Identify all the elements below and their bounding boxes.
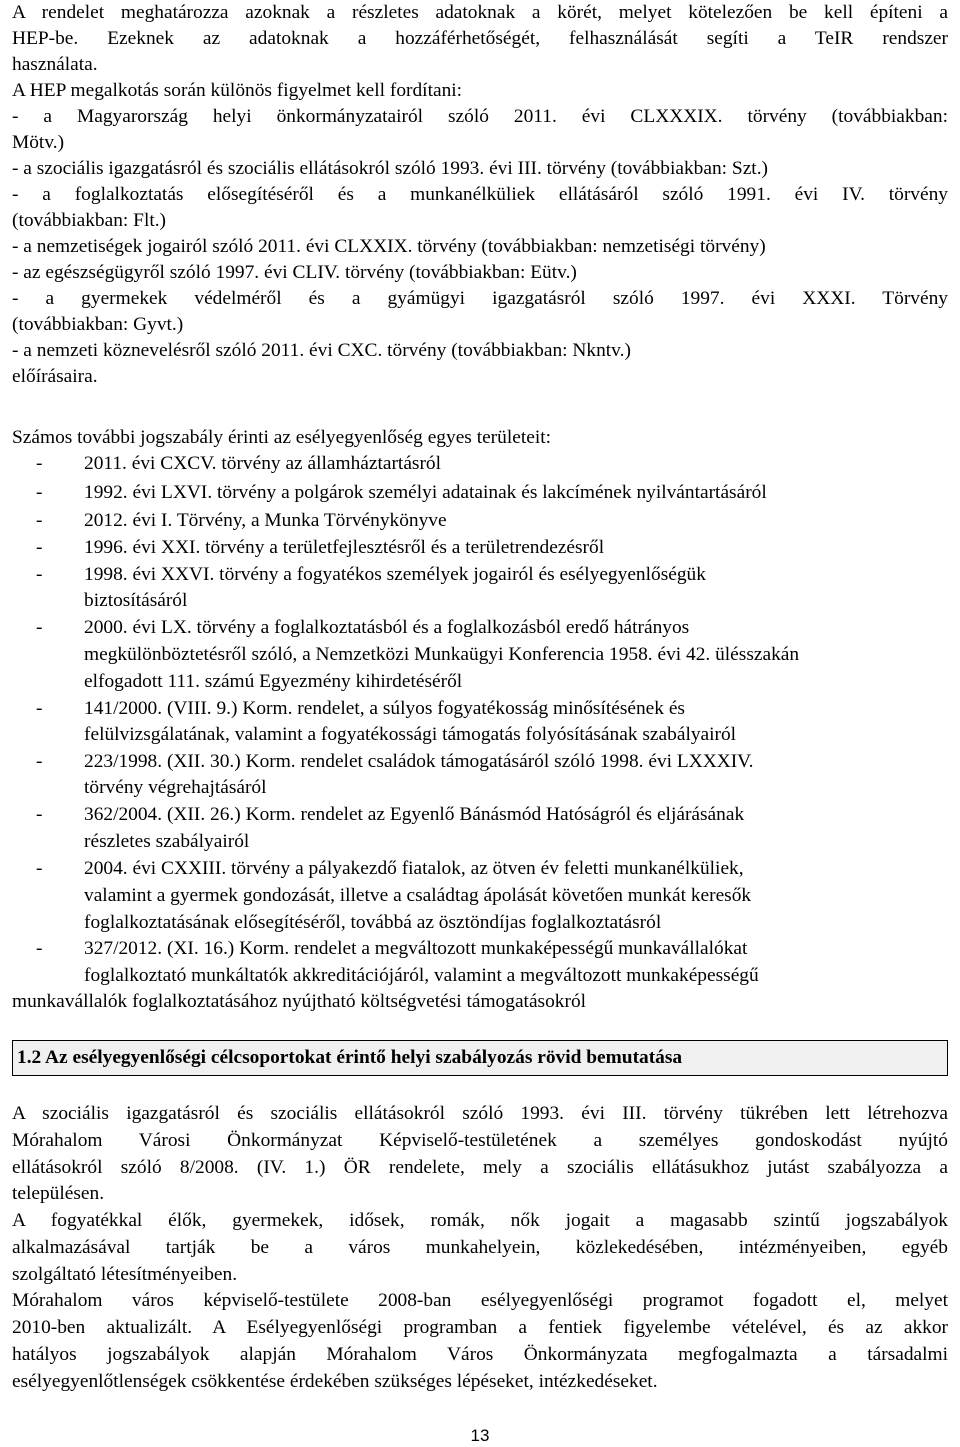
list-item-text: 362/2004. (XII. 26.) Korm. rendelet az Egyenlő Bánásmód Hatóságról és eljárásának xyxy=(84,804,745,825)
intro-line: - a szociális igazgatásról és szociális ellátásokról szóló 1993. évi III. törvény (továbbiakban: Szt.) xyxy=(12,158,768,179)
list-dash: - xyxy=(36,564,43,585)
intro-line: használata. xyxy=(12,54,98,75)
intro-line: - a foglalkoztatás elősegítéséről és a munkanélküliek ellátásáról szóló 1991. évi IV. törvény xyxy=(12,184,948,205)
intro-line: Mötv.) xyxy=(12,132,65,153)
intro-line: - az egészségügyről szóló 1997. évi CLIV. törvény (továbbiakban: Eütv.) xyxy=(12,262,577,283)
body-line: Mórahalom város képviselő-testülete 2008-ban esélyegyenlőségi programot fogadott el, melyet xyxy=(12,1290,948,1311)
body-line: A fogyatékkal élők, gyermekek, idősek, romák, nők jogait a magasabb szintű jogszabályok xyxy=(12,1210,948,1231)
list-item-text: 1998. évi XXVI. törvény a fogyatékos személyek jogairól és esélyegyenlőségük xyxy=(84,564,706,585)
list-item-text: felülvizsgálatának, valamint a fogyatékossági támogatás folyósításának szabályairól xyxy=(84,724,737,745)
intro-line: (továbbiakban: Gyvt.) xyxy=(12,314,184,335)
intro-line: előírásaira. xyxy=(12,366,98,387)
list-tail: munkavállalók foglalkoztatásához nyújtható költségvetési támogatásokról xyxy=(12,991,587,1012)
list-item-text: megkülönböztetésről szóló, a Nemzetközi Munkaügyi Konferencia 1958. évi 42. ülésszakán xyxy=(84,644,800,665)
list-item-text: törvény végrehajtásáról xyxy=(84,777,267,798)
list-dash: - xyxy=(36,510,43,531)
list-item-text: foglalkoztató munkáltatók akkreditációjáról, valamint a megváltozott munkaképességű xyxy=(84,965,759,986)
list-item-text: foglalkoztatásának elősegítéséről, továbbá az ösztöndíjas foglalkoztatásról xyxy=(84,912,662,933)
body-line: ellátásokról szóló 8/2008. (IV. 1.) ÖR rendelete, mely a szociális ellátásukhoz jutást szabályozza a xyxy=(12,1157,948,1178)
list-dash: - xyxy=(36,751,43,772)
list-item-text: 1992. évi LXVI. törvény a polgárok személyi adatainak és lakcímének nyilvántartásáról xyxy=(84,482,767,503)
intro-line: HEP-be. Ezeknek az adatoknak a hozzáférhetőségét, felhasználását segíti a TeIR rendszer xyxy=(12,28,948,49)
body-line: A szociális igazgatásról és szociális ellátásokról szóló 1993. évi III. törvény tükrében lett létrehozva xyxy=(12,1103,948,1124)
list-dash: - xyxy=(36,938,43,959)
page-number: 13 xyxy=(470,1426,490,1445)
section-heading: 1.2 Az esélyegyenlőségi célcsoportokat érintő helyi szabályozás rövid bemutatása xyxy=(17,1047,683,1068)
list-dash: - xyxy=(36,698,43,719)
list-item-text: 2011. évi CXCV. törvény az államháztartásról xyxy=(84,453,442,474)
list-item-text: 141/2000. (VIII. 9.) Korm. rendelet, a súlyos fogyatékosság minősítésének és xyxy=(84,698,685,719)
list-dash: - xyxy=(36,453,43,474)
intro-line: - a gyermekek védelméről és a gyámügyi igazgatásról szóló 1997. évi XXXI. Törvény xyxy=(12,288,948,309)
intro-line: - a nemzeti köznevelésről szóló 2011. évi CXC. törvény (továbbiakban: Nkntv.) xyxy=(12,340,631,361)
list-intro: Számos további jogszabály érinti az esélyegyenlőség egyes területeit: xyxy=(12,427,551,448)
list-item-text: részletes szabályairól xyxy=(84,831,250,852)
body-line: szolgáltató létesítményeiben. xyxy=(12,1264,238,1285)
list-item-text: elfogadott 111. számú Egyezmény kihirdetéséről xyxy=(84,671,463,692)
list-item-text: 2012. évi I. Törvény, a Munka Törvénykönyve xyxy=(84,510,447,531)
list-dash: - xyxy=(36,617,43,638)
intro-line: A HEP megalkotás során különös figyelmet kell fordítani: xyxy=(12,80,463,101)
body-line: alkalmazásával tartják be a város munkahelyein, közlekedésében, intézményeiben, egyéb xyxy=(12,1237,948,1258)
body-line: hatályos jogszabályok alapján Mórahalom Város Önkormányzata megfogalmazta a társadalmi xyxy=(12,1344,948,1365)
list-dash: - xyxy=(36,537,43,558)
body-line: településen. xyxy=(12,1183,105,1204)
list-item-text: biztosításáról xyxy=(84,590,188,611)
intro-line: - a nemzetiségek jogairól szóló 2011. évi CLXXIX. törvény (továbbiakban: nemzetiségi törvény) xyxy=(12,236,766,257)
list-item-text: 223/1998. (XII. 30.) Korm. rendelet családok támogatásáról szóló 1998. évi LXXXIV. xyxy=(84,751,754,772)
intro-line: A rendelet meghatározza azoknak a részletes adatoknak a körét, melyet kötelezően be kell építeni a xyxy=(12,2,948,23)
body-line: esélyegyenlőtlenségek csökkentése érdekében szükséges lépéseket, intézkedéseket. xyxy=(12,1371,658,1392)
list-item-text: 2004. évi CXXIII. törvény a pályakezdő fiatalok, az ötven év feletti munkanélküliek, xyxy=(84,858,744,879)
section-heading-box xyxy=(12,1040,948,1076)
list-dash: - xyxy=(36,804,43,825)
list-item-text: 2000. évi LX. törvény a foglalkoztatásból és a foglalkozásból eredő hátrányos xyxy=(84,617,690,638)
list-dash: - xyxy=(36,482,43,503)
list-item-text: valamint a gyermek gondozását, illetve a családtag ápolását követően munkát keresők xyxy=(84,885,752,906)
list-dash: - xyxy=(36,858,43,879)
list-item-text: 1996. évi XXI. törvény a területfejlesztésről és a területrendezésről xyxy=(84,537,605,558)
body-line: 2010-ben aktualizált. A Esélyegyenlőségi programban a fentiek figyelembe vételével, és az akkor xyxy=(12,1317,948,1338)
intro-line: (továbbiakban: Flt.) xyxy=(12,210,167,231)
intro-line: - a Magyarország helyi önkormányzatairól szóló 2011. évi CLXXXIX. törvény (továbbiakban: xyxy=(12,106,948,127)
body-line: Mórahalom Városi Önkormányzat Képviselő-testületének a személyes gondoskodást nyújtó xyxy=(12,1130,948,1151)
list-item-text: 327/2012. (XI. 16.) Korm. rendelet a megváltozott munkaképességű munkavállalókat xyxy=(84,938,748,959)
